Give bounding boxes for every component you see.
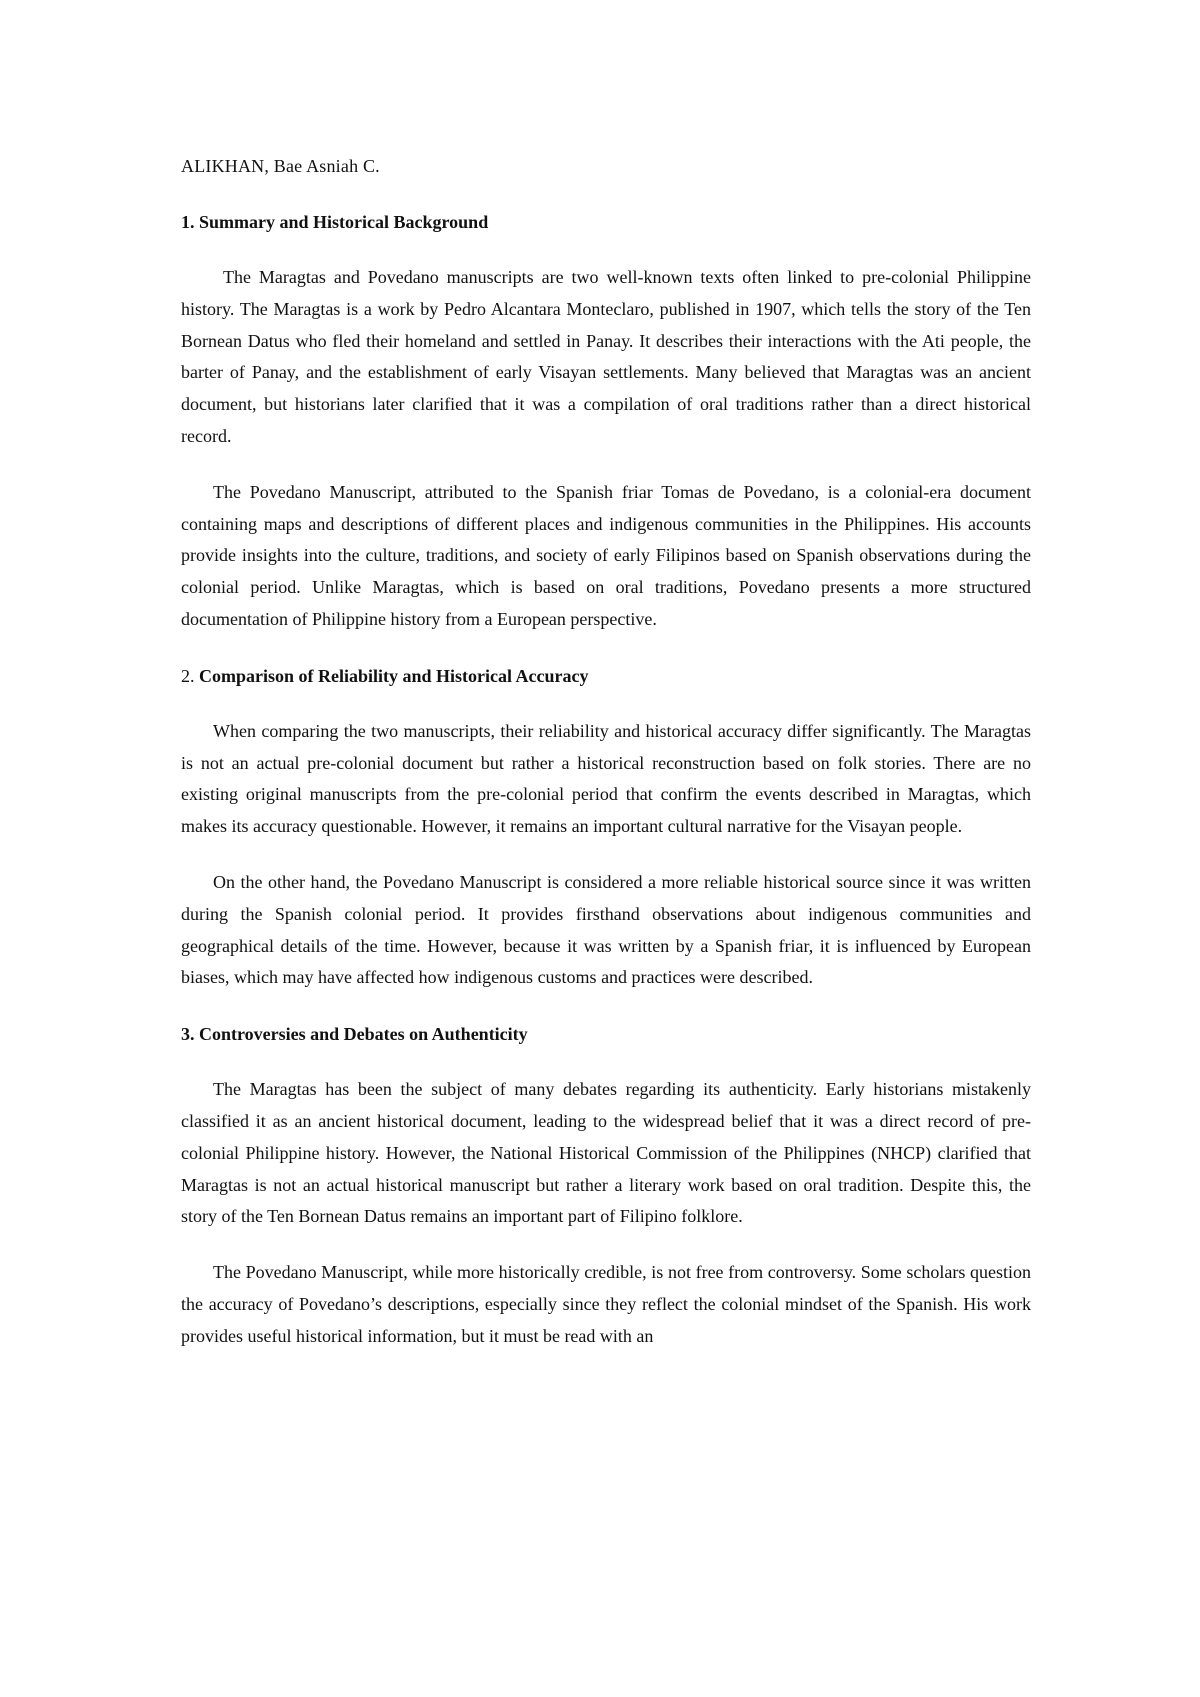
section-title-2: Comparison of Reliability and Historical Accuracy bbox=[199, 665, 589, 686]
section-number-1: 1. bbox=[181, 212, 195, 232]
paragraph: The Maragtas and Povedano manuscripts are two well-known texts often linked to pre-colonial Philippine history. The Maragtas is a work by Pedro Alcantara Monteclaro, published in 1907, which tells the story of the Ten Bornean Datus who fled their homeland and settled in Panay. It describes their interactions with the Ati people, the barter of Panay, and the establishment of early Visayan settlements. Many believed that Maragtas was an ancient document, but historians later clarified that it was a compilation of oral traditions rather than a direct historical record. bbox=[181, 267, 1031, 446]
section-title-3: Controversies and Debates on Authenticity bbox=[199, 1024, 528, 1045]
paragraph: When comparing the two manuscripts, their reliability and historical accuracy differ significantly. The Maragtas is not an actual pre-colonial document but rather a historical reconstruction based on folk stories. There are no existing original manuscripts from the pre-colonial period that confirm the events described in Maragtas, which makes its accuracy questionable. However, it remains an important cultural narrative for the Visayan people. bbox=[181, 720, 1031, 837]
section-number-2: 2. bbox=[181, 665, 195, 686]
document-page bbox=[181, 150, 1031, 1353]
section-heading-2 bbox=[181, 660, 1031, 692]
paragraph: The Povedano Manuscript, attributed to the Spanish friar Tomas de Povedano, is a colonial-era document containing maps and descriptions of different places and indigenous communities in the Philippines. His accounts provide insights into the culture, traditions, and society of early Filipinos based on Spanish observations during the colonial period. Unlike Maragtas, which is based on oral traditions, Povedano presents a more structured documentation of Philippine history from a European perspective. bbox=[181, 481, 1031, 629]
section-number-3: 3. bbox=[181, 1024, 195, 1045]
author-name: ALIKHAN, Bae Asniah C. bbox=[181, 156, 380, 176]
section-heading-3 bbox=[181, 1018, 1031, 1050]
paragraph: The Maragtas has been the subject of many debates regarding its authenticity. Early historians mistakenly classified it as an ancient historical document, leading to the widespread belief that it was a direct record of pre-colonial Philippine history. However, the National Historical Commission of the Philippines (NHCP) clarified that Maragtas is not an actual historical manuscript but rather a literary work based on oral tradition. Despite this, the story of the Ten Bornean Datus remains an important part of Filipino folklore. bbox=[181, 1079, 1031, 1227]
paragraph: On the other hand, the Povedano Manuscript is considered a more reliable historical source since it was written during the Spanish colonial period. It provides firsthand observations about indigenous communities and geographical details of the time. However, because it was written by a Spanish friar, it is influenced by European biases, which may have affected how indigenous customs and practices were described. bbox=[181, 871, 1031, 988]
section-title-1: Summary and Historical Background bbox=[199, 212, 489, 232]
paragraph: The Povedano Manuscript, while more historically credible, is not free from controversy. Some scholars question the accuracy of Povedano’s descriptions, especially since they reflect the colonial mindset of the Spanish. His work provides useful historical information, but it must be read with an bbox=[181, 1262, 1031, 1346]
section-heading-1 bbox=[181, 206, 1031, 238]
